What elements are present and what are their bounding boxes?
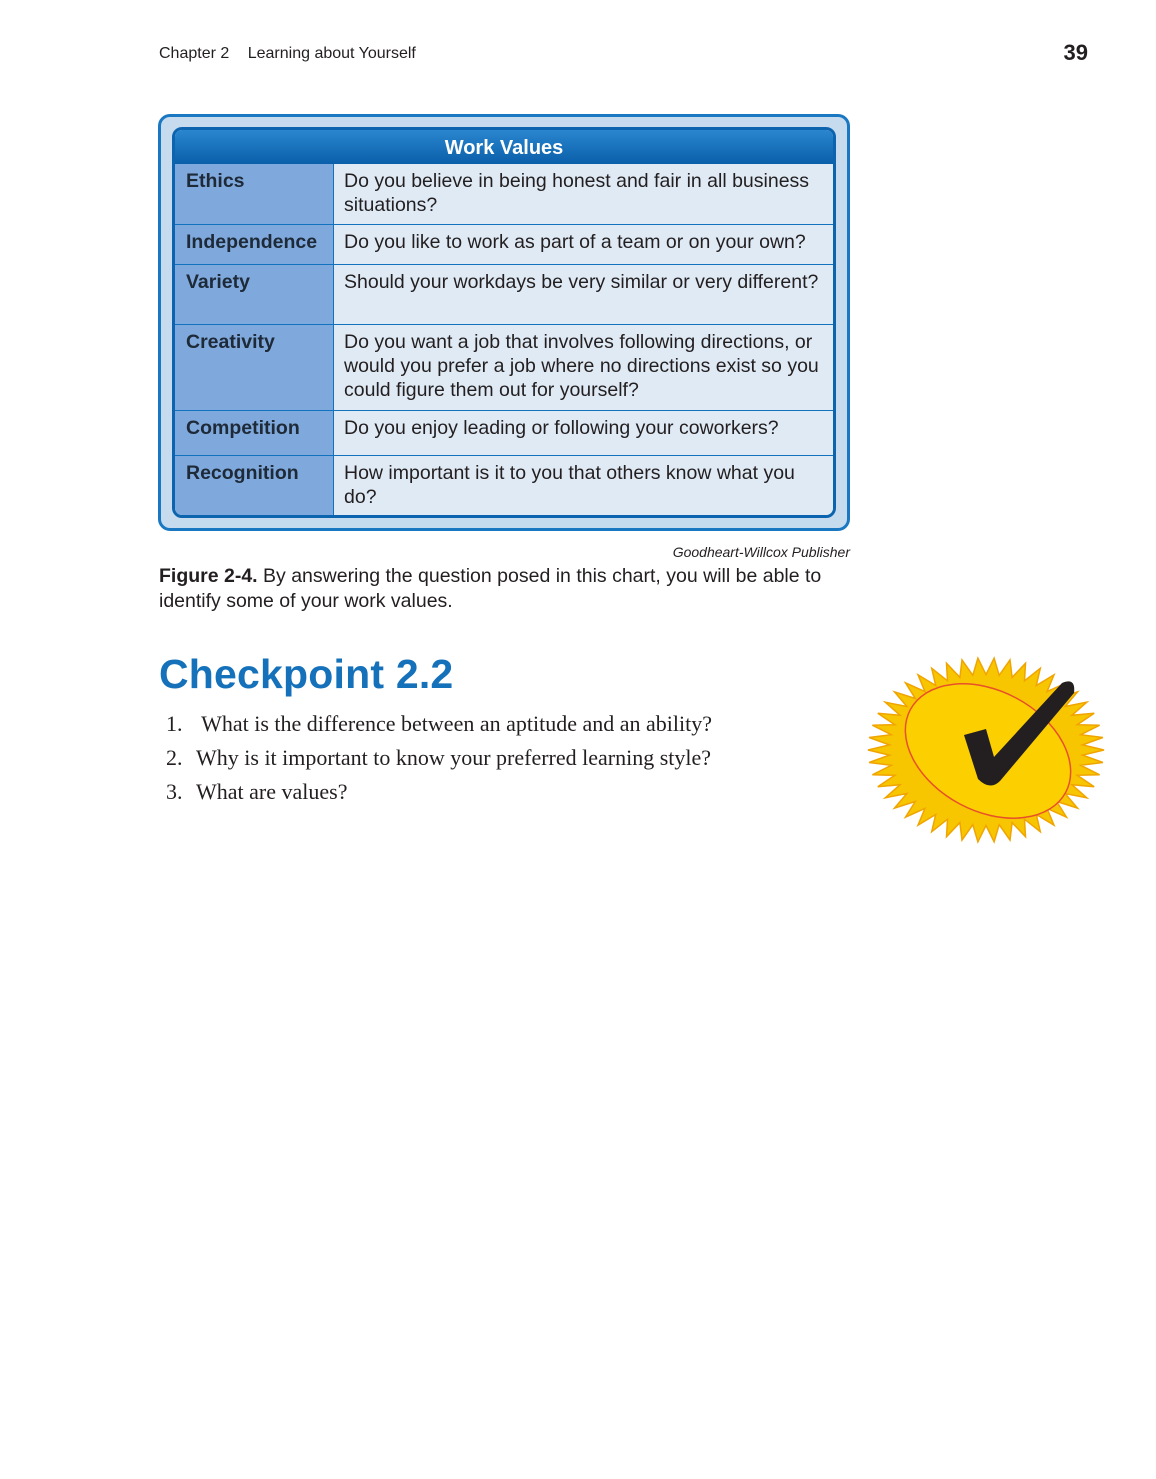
figure-credit: Goodheart-Willcox Publisher: [672, 544, 850, 560]
row-term: Ethics: [175, 164, 334, 224]
row-term: Competition: [175, 410, 334, 455]
question-text: What are values?: [196, 779, 348, 804]
chapter-title: Learning about Yourself: [247, 45, 416, 62]
table-row: [175, 455, 833, 517]
list-item: [166, 775, 712, 809]
row-term: Recognition: [175, 455, 334, 517]
table-row: [175, 224, 833, 264]
row-question: Should your workdays be very similar or very different?: [334, 264, 834, 324]
checkpoint-questions: [166, 707, 712, 809]
table-title: Work Values: [175, 130, 833, 164]
row-question: Do you like to work as part of a team or on your own?: [334, 224, 834, 264]
question-number: 2.: [166, 745, 183, 770]
work-values-table-panel: [172, 127, 836, 518]
row-term: Variety: [175, 264, 334, 324]
row-question: Do you want a job that involves following directions, or would you prefer a job where no directions exist so you could figure them out for yourself?: [334, 324, 834, 410]
table-row: [175, 164, 833, 224]
running-head: [159, 45, 416, 63]
row-question: How important is it to you that others know what you do?: [334, 455, 834, 517]
list-item: [166, 707, 712, 741]
question-text: Why is it important to know your preferred learning style?: [196, 745, 712, 770]
checkmark-burst-icon: [866, 655, 1106, 845]
row-term: Independence: [175, 224, 334, 264]
row-question: Do you believe in being honest and fair in all business situations?: [334, 164, 834, 224]
question-number: 1.: [166, 711, 183, 736]
row-question: Do you enjoy leading or following your coworkers?: [334, 410, 834, 455]
work-values-figure: [158, 114, 850, 531]
table-row: [175, 264, 833, 324]
table-row: [175, 324, 833, 410]
page-number: 39: [1063, 40, 1088, 65]
work-values-table: [175, 164, 833, 517]
chapter-label: Chapter 2: [159, 45, 230, 62]
figure-caption-text: By answering the question posed in this chart, you will be able to identify some of your work values.: [159, 565, 822, 612]
question-number: 3.: [166, 779, 183, 804]
checkpoint-title: Checkpoint 2.2: [159, 651, 454, 697]
figure-caption: [159, 564, 859, 614]
question-text: What is the difference between an aptitude and an ability?: [196, 711, 712, 736]
list-item: [166, 741, 712, 775]
row-term: Creativity: [175, 324, 334, 410]
table-row: [175, 410, 833, 455]
figure-caption-label: Figure 2-4.: [159, 565, 258, 587]
